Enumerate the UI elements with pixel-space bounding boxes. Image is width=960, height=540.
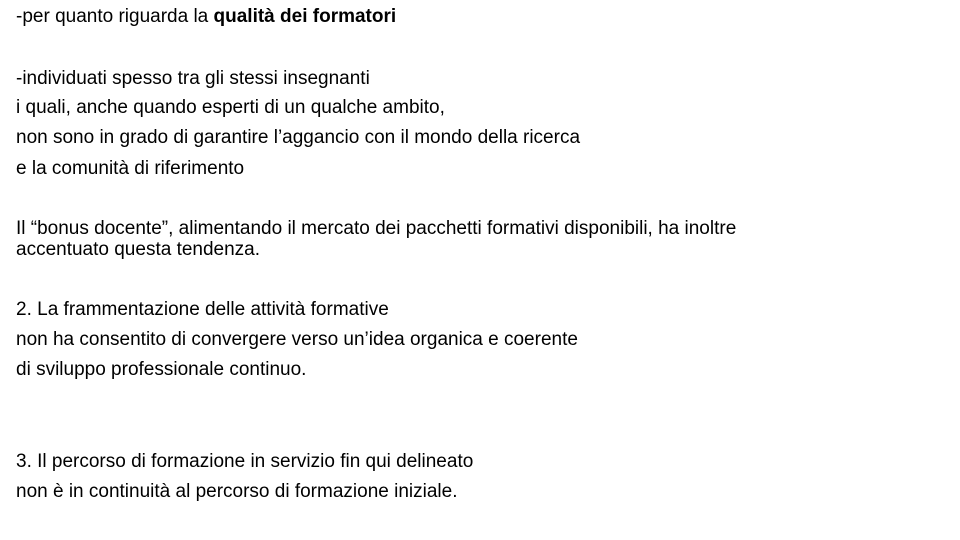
paragraph2-line-2: accentuato questa tendenza. — [16, 239, 261, 260]
paragraph4-line-2: non è in continuità al percorso di formazione iniziale. — [16, 481, 458, 502]
paragraph1-line-1: -individuati spesso tra gli stessi insegnanti — [16, 68, 370, 89]
paragraph3-line-2: non ha consentito di convergere verso un’idea organica e coerente — [16, 329, 578, 350]
paragraph4-line-1: 3. Il percorso di formazione in servizio fin qui delineato — [16, 451, 474, 472]
header-line — [16, 6, 396, 28]
paragraph2-line-1: Il “bonus docente”, alimentando il mercato dei pacchetti formativi disponibili, ha inoltre — [16, 218, 737, 239]
paragraph3-line-1: 2. La frammentazione delle attività formative — [16, 299, 389, 320]
header-emphasis: qualità dei formatori — [213, 6, 397, 27]
header-prefix: -per quanto riguarda la — [16, 6, 214, 27]
paragraph3-line-3: di sviluppo professionale continuo. — [16, 359, 307, 380]
paragraph1-line-2: i quali, anche quando esperti di un qualche ambito, — [16, 97, 445, 118]
paragraph1-line-3: non sono in grado di garantire l’aggancio con il mondo della ricerca — [16, 127, 581, 148]
paragraph1-line-4: e la comunità di riferimento — [16, 158, 245, 179]
